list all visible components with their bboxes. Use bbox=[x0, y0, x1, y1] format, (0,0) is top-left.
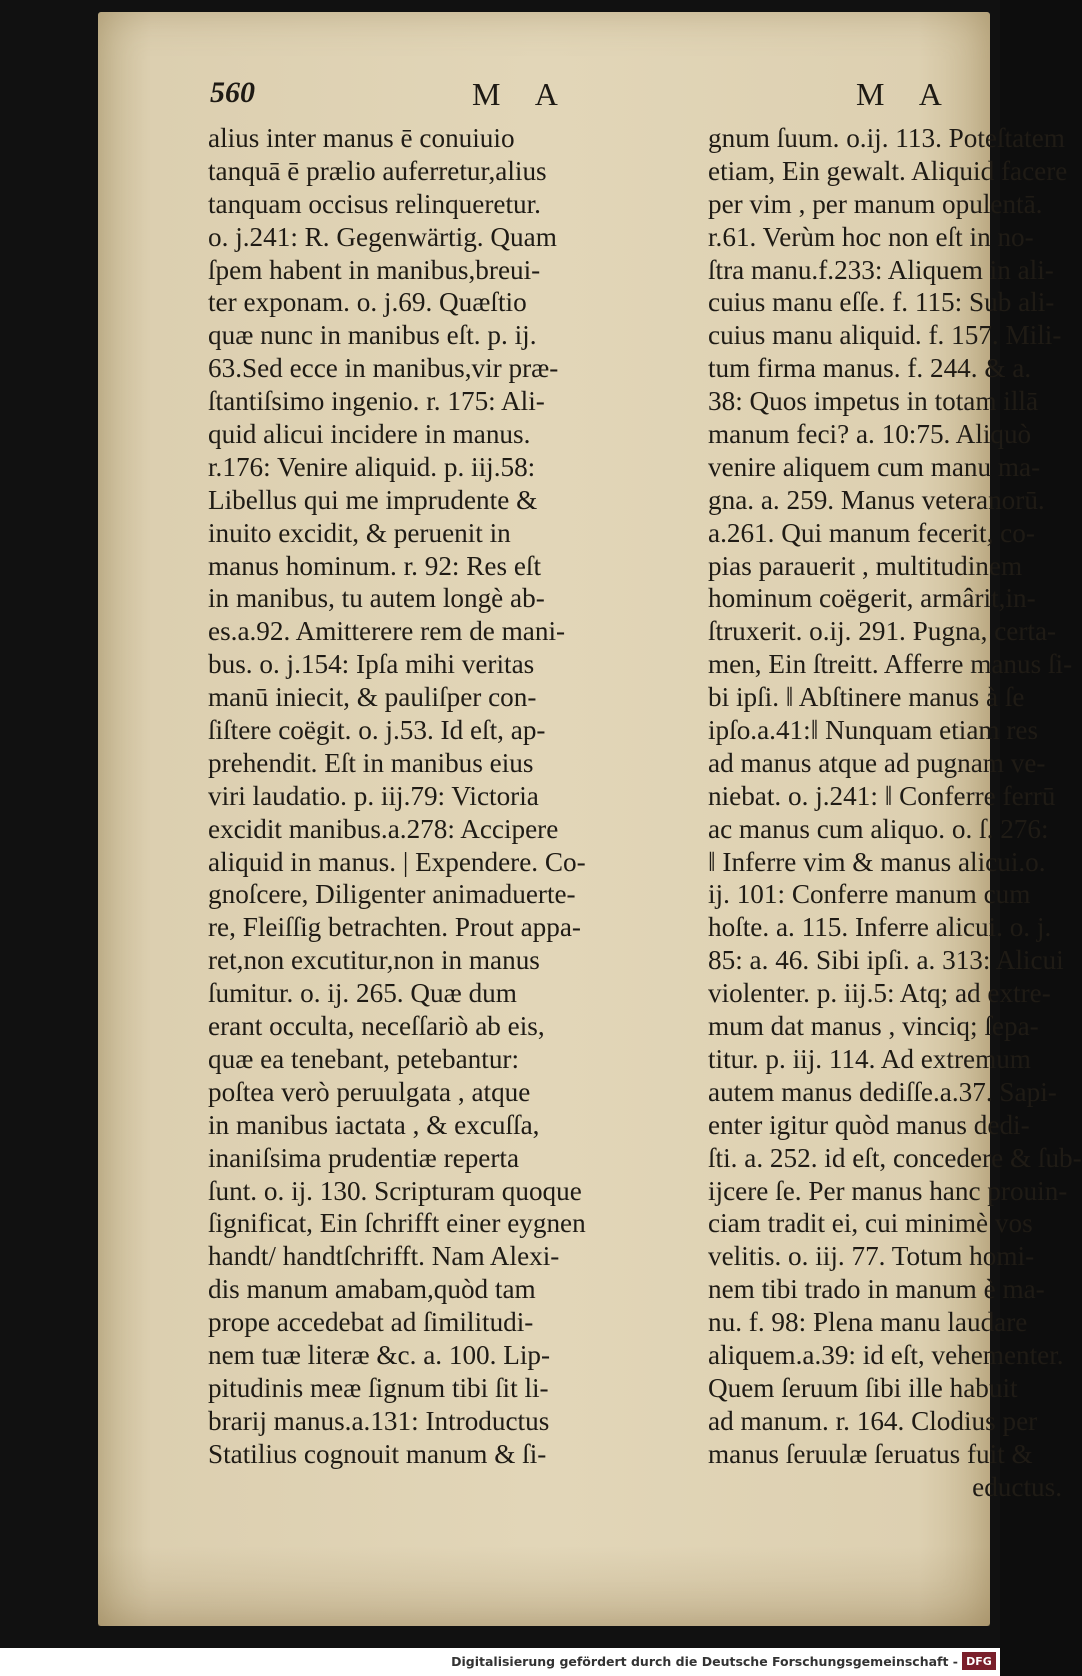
right-column-line: autem manus dediſſe.a.37. Sapi- bbox=[708, 1076, 1057, 1107]
right-column-line: ac manus cum aliquo. o. ſ. 276: bbox=[708, 813, 1049, 844]
right-column-line: ciam tradit ei, cui minimè vos bbox=[708, 1208, 1033, 1239]
left-column-line: aliquid in manus. | Expendere. Co- bbox=[208, 846, 586, 877]
right-column-line: 85: a. 46. Sibi ipſi. a. 313: Alicui bbox=[708, 945, 1064, 976]
left-column-line: brarij manus.a.131: Introductus bbox=[208, 1405, 550, 1436]
funding-credit: Digitalisierung gefördert durch die Deutsche Forschungsgemeinschaft - bbox=[451, 1654, 958, 1669]
left-column-line: es.a.92. Amitterere rem de mani- bbox=[208, 616, 566, 647]
right-column-line: mum dat manus , vinciq; ſepa- bbox=[708, 1011, 1039, 1042]
left-column-line: r.176: Venire aliquid. p. iij.58: bbox=[208, 451, 536, 482]
right-column-line: ſti. a. 252. id eſt, concedere & ſub- bbox=[708, 1142, 1082, 1173]
right-column-line: per vim , per manum opulentā. bbox=[708, 188, 1043, 219]
left-column-line: prope accedebat ad ſimilitudi- bbox=[208, 1307, 534, 1338]
left-column-line: ſignificat, Ein ſchrifft einer eygnen bbox=[208, 1208, 586, 1239]
right-column-line: violenter. p. iij.5: Atq; ad extre- bbox=[708, 978, 1051, 1009]
left-column-line: poſtea verò peruulgata , atque bbox=[208, 1076, 531, 1107]
right-column-line: ad manus atque ad pugnam ve- bbox=[708, 747, 1046, 778]
right-column-line: bi ipſi. ǁ Abſtinere manus à ſe bbox=[708, 682, 1025, 713]
left-column-line: gnoſcere, Diligenter animaduerte- bbox=[208, 879, 576, 910]
left-column-line: Statilius cognouit manum & ſi- bbox=[208, 1438, 547, 1469]
left-column-line: viri laudatio. p. iij.79: Victoria bbox=[208, 780, 539, 811]
right-column-line: ij. 101: Conferre manum cum bbox=[708, 879, 1031, 910]
left-column-line: o. j.241: R. Gegenwärtig. Quam bbox=[208, 221, 557, 252]
right-column-line: r.61. Verùm hoc non eſt in no- bbox=[708, 221, 1034, 252]
right-column-line: etiam, Ein gewalt. Aliquid facere bbox=[708, 155, 1068, 186]
right-column-line: aliquem.a.39: id eſt, vehementer. bbox=[708, 1339, 1064, 1370]
left-column-line: ter exponam. o. j.69. Quæſtio bbox=[208, 287, 527, 318]
right-column-line: cuius manu aliquid. f. 157. Mili- bbox=[708, 320, 1062, 351]
left-column-line: alius inter manus ē conuiuio bbox=[208, 123, 515, 153]
right-column-line: gna. a. 259. Manus veteranorū. bbox=[708, 484, 1045, 515]
left-column-line: manū iniecit, & pauliſper con- bbox=[208, 682, 537, 713]
right-column-line: ijcere ſe. Per manus hanc prouin- bbox=[708, 1175, 1068, 1206]
right-column-line: tum firma manus. f. 244. & a. bbox=[708, 353, 1032, 384]
right-column-line: 38: Quos impetus in totam illā bbox=[708, 386, 1039, 417]
left-column-line: prehendit. Eſt in manibus eius bbox=[208, 747, 534, 778]
right-column-line: gnum ſuum. o.ij. 113. Poteſtatem bbox=[708, 123, 1065, 153]
right-column-line: hominum coëgerit, armârit,in- bbox=[708, 583, 1036, 614]
right-column-line: eductus. bbox=[972, 1471, 1062, 1502]
right-text-column bbox=[708, 122, 1082, 1503]
left-column-line: ſunt. o. ij. 130. Scripturam quoque bbox=[208, 1175, 582, 1206]
right-column-line: nu. f. 98: Plena manu laudare bbox=[708, 1307, 1028, 1338]
page-number: 560 bbox=[210, 76, 255, 109]
left-column-line: tanquā ē prælio auferretur,alius bbox=[208, 155, 547, 186]
left-column-line: excidit manibus.a.278: Accipere bbox=[208, 813, 559, 844]
left-column-line: in manibus, tu autem longè ab- bbox=[208, 583, 545, 614]
left-column-line: handt/ handtſchrifft. Nam Alexi- bbox=[208, 1241, 560, 1272]
running-head-right: M A bbox=[856, 76, 956, 112]
right-column-line: pias parauerit , multitudinem bbox=[708, 550, 1023, 581]
left-column-line: quæ nunc in manibus eſt. p. ij. bbox=[208, 320, 537, 351]
dfg-logo-icon: DFG bbox=[962, 1652, 996, 1670]
left-column-line: inuito excidit, & peruenit in bbox=[208, 517, 511, 548]
right-column-line: hoſte. a. 115. Inferre alicui. o. j. bbox=[708, 912, 1052, 943]
right-column-line: men, Ein ſtreitt. Afferre manus ſi- bbox=[708, 649, 1073, 680]
left-column-line: inaniſsima prudentiæ reperta bbox=[208, 1142, 520, 1173]
left-column-line: 63.Sed ecce in manibus,vir præ- bbox=[208, 353, 559, 384]
right-column-line: a.261. Qui manum fecerit, co- bbox=[708, 517, 1035, 548]
left-column-line: manus hominum. r. 92: Res eſt bbox=[208, 550, 542, 581]
page-header bbox=[98, 76, 990, 124]
left-column-line: bus. o. j.154: Ipſa mihi veritas bbox=[208, 649, 535, 680]
book-page bbox=[98, 12, 1082, 1626]
left-column-line: dis manum amabam,quòd tam bbox=[208, 1274, 536, 1305]
right-column-line: ad manum. r. 164. Clodius per bbox=[708, 1405, 1038, 1436]
right-column-line: niebat. o. j.241: ǁ Conferre ferrū bbox=[708, 780, 1056, 811]
left-column-line: quid alicui incidere in manus. bbox=[208, 419, 531, 450]
footer-bar bbox=[0, 1648, 1000, 1676]
right-column-line: ſtra manu.f.233: Aliquem in ali- bbox=[708, 254, 1054, 285]
left-column-line: nem tuæ literæ &c. a. 100. Lip- bbox=[208, 1339, 551, 1370]
left-column-line: Libellus qui me imprudente & bbox=[208, 484, 538, 515]
right-column-line: Quem ſeruum ſibi ille habuit bbox=[708, 1372, 1018, 1403]
left-column-line: re, Fleiſſig betrachten. Prout appa- bbox=[208, 912, 581, 943]
left-column-line: quæ ea tenebant, petebantur: bbox=[208, 1043, 520, 1074]
left-column-line: ſumitur. o. ij. 265. Quæ dum bbox=[208, 978, 517, 1009]
left-column-line: in manibus iactata , & excuſſa, bbox=[208, 1109, 540, 1140]
right-column-line: manum feci? a. 10:75. Aliquò bbox=[708, 419, 1032, 450]
right-column-line: nem tibi trado in manum è ma- bbox=[708, 1274, 1045, 1305]
left-column-line: ſpem habent in manibus,breui- bbox=[208, 254, 541, 285]
right-column-line: enter igitur quòd manus dedi- bbox=[708, 1109, 1030, 1140]
right-column-line: venire aliquem cum manu ma- bbox=[708, 451, 1041, 482]
left-column-line: ſiſtere coëgit. o. j.53. Id eſt, ap- bbox=[208, 715, 546, 746]
left-column-line: erant occulta, neceſſariò ab eis, bbox=[208, 1011, 545, 1042]
left-column-line: ret,non excutitur,non in manus bbox=[208, 945, 540, 976]
running-head-left: M A bbox=[472, 76, 572, 112]
right-column-line: titur. p. iij. 114. Ad extremum bbox=[708, 1043, 1031, 1074]
left-column-line: ſtantiſsimo ingenio. r. 175: Ali- bbox=[208, 386, 545, 417]
right-column-line: manus ſeruulæ ſeruatus fuit & bbox=[708, 1438, 1033, 1469]
left-column-line: pitudinis meæ ſignum tibi ſit li- bbox=[208, 1372, 549, 1403]
right-column-line: ǁ Inferre vim & manus alicui.o. bbox=[708, 846, 1046, 877]
right-column-line: ipſo.a.41:ǁ Nunquam etiam res bbox=[708, 715, 1039, 746]
right-column-line: cuius manu eſſe. f. 115: Sub ali- bbox=[708, 287, 1055, 318]
right-column-line: velitis. o. iij. 77. Totum homi- bbox=[708, 1241, 1035, 1272]
left-column-line: tanquam occisus relinqueretur. bbox=[208, 188, 541, 219]
right-column-line: ſtruxerit. o.ij. 291. Pugna, certa- bbox=[708, 616, 1057, 647]
left-text-column bbox=[208, 122, 690, 1471]
